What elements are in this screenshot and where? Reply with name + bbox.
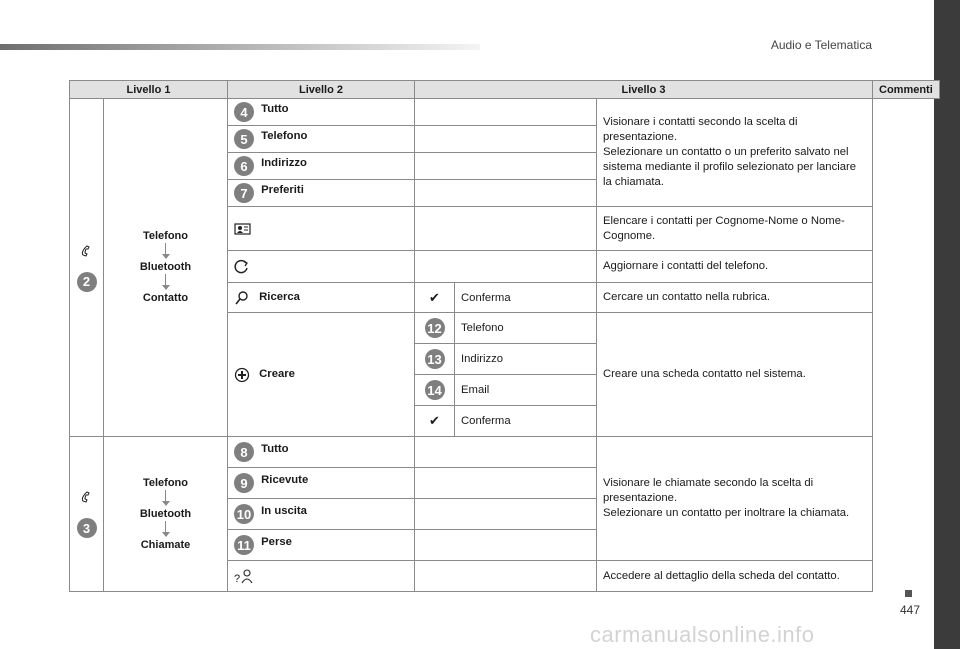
level2-cell bbox=[228, 499, 415, 530]
table-header-row bbox=[70, 81, 940, 99]
callout-badge: 5 bbox=[234, 129, 254, 149]
arrow-down-icon bbox=[165, 243, 166, 257]
header-commenti: Commenti bbox=[873, 81, 940, 99]
level3-cell bbox=[455, 375, 597, 406]
watermark: carmanualsonline.info bbox=[590, 622, 815, 647]
level2-label: Tutto bbox=[261, 102, 289, 115]
comment-cell bbox=[597, 283, 873, 313]
level2-cell bbox=[228, 180, 415, 207]
level2-label: In uscita bbox=[261, 504, 307, 517]
level1-cell-contacts bbox=[70, 99, 104, 437]
level3-cell bbox=[415, 180, 597, 207]
level2-cell bbox=[228, 126, 415, 153]
comment-text: Aggiornare i contatti del telefono. bbox=[603, 260, 769, 272]
callout-badge: 11 bbox=[234, 535, 254, 555]
add-circle-icon bbox=[234, 367, 250, 383]
callout-badge: 3 bbox=[77, 518, 97, 538]
level3-cell bbox=[415, 126, 597, 153]
level3-cell bbox=[415, 207, 597, 251]
search-icon bbox=[234, 290, 250, 306]
flow-step: Chiamate bbox=[140, 538, 191, 551]
level3-badge-cell bbox=[415, 344, 455, 375]
callout-badge: 6 bbox=[234, 156, 254, 176]
flow-step: Bluetooth bbox=[139, 507, 192, 520]
level2-label: Ricevute bbox=[261, 473, 309, 486]
level2-cell bbox=[228, 437, 415, 468]
level3-label: Conferma bbox=[461, 291, 511, 304]
level2-cell bbox=[228, 99, 415, 126]
contact-card-icon bbox=[234, 222, 252, 236]
level2-label: Indirizzo bbox=[261, 156, 307, 169]
level3-cell bbox=[415, 99, 597, 126]
level3-cell bbox=[455, 313, 597, 344]
menu-table bbox=[69, 80, 940, 99]
level2-label: Perse bbox=[261, 535, 292, 548]
header-livello3: Livello 3 bbox=[415, 81, 873, 99]
callout-badge: 12 bbox=[425, 318, 445, 338]
header-rule bbox=[0, 44, 480, 50]
section-title: Audio e Telematica bbox=[770, 38, 872, 52]
level2-label: Ricerca bbox=[259, 291, 300, 304]
checkmark-icon: ✔ bbox=[429, 413, 440, 428]
callout-badge: 9 bbox=[234, 473, 254, 493]
level3-label: Email bbox=[461, 384, 490, 396]
comment-text: Visionare i contatti secondo la scelta di presentazione. Selezionare un contatto o un preferito salvato nel sistema mediante il profilo selezionato per lanciare la chiamata. bbox=[603, 116, 857, 188]
level3-cell bbox=[415, 153, 597, 180]
level2-cell bbox=[228, 153, 415, 180]
refresh-icon bbox=[234, 259, 250, 275]
callout-badge: 10 bbox=[234, 504, 254, 524]
level3-cell bbox=[415, 468, 597, 499]
level3-cell bbox=[455, 406, 597, 437]
level2-label: Preferiti bbox=[261, 183, 304, 196]
arrow-down-icon bbox=[165, 521, 166, 535]
checkmark-icon: ✔ bbox=[429, 289, 440, 305]
level3-icon-cell bbox=[415, 406, 455, 437]
comment-cell bbox=[597, 561, 873, 592]
table-row bbox=[70, 99, 873, 126]
level3-label: Conferma bbox=[461, 415, 511, 427]
flow-step: Telefono bbox=[142, 476, 188, 489]
callout-badge: 13 bbox=[425, 349, 445, 369]
level3-cell bbox=[455, 344, 597, 375]
comment-text: Accedere al dettaglio della scheda del contatto. bbox=[603, 569, 840, 582]
contact-detail-icon bbox=[234, 568, 254, 584]
contacts-calls-table bbox=[69, 98, 873, 592]
arrow-down-icon bbox=[165, 274, 166, 288]
level3-icon-cell bbox=[415, 283, 455, 313]
level1-flow-contacts bbox=[104, 99, 228, 437]
level2-cell bbox=[228, 313, 415, 437]
table-row bbox=[70, 437, 873, 468]
level3-label: Telefono bbox=[461, 322, 504, 334]
phone-handset-icon bbox=[80, 490, 94, 504]
level3-cell bbox=[415, 561, 597, 592]
flow-step: Telefono bbox=[142, 230, 188, 242]
level2-cell bbox=[228, 561, 415, 592]
comment-cell bbox=[597, 99, 873, 207]
level3-badge-cell bbox=[415, 375, 455, 406]
callout-badge: 7 bbox=[234, 183, 254, 203]
level3-cell bbox=[455, 283, 597, 313]
comment-text: Visionare le chiamate secondo la scelta di presentazione. Selezionare un contatto per inoltrare la chiamata. bbox=[603, 477, 850, 519]
level3-badge-cell bbox=[415, 313, 455, 344]
level3-label: Indirizzo bbox=[461, 353, 504, 365]
level2-cell bbox=[228, 530, 415, 561]
level2-label: Creare bbox=[259, 368, 295, 381]
arrow-down-icon bbox=[165, 490, 166, 504]
level2-cell bbox=[228, 251, 415, 283]
phone-handset-icon bbox=[80, 244, 94, 258]
comment-cell bbox=[597, 251, 873, 283]
callout-badge: 4 bbox=[234, 102, 254, 122]
callout-badge: 2 bbox=[77, 272, 97, 292]
level2-cell bbox=[228, 468, 415, 499]
comment-cell bbox=[597, 313, 873, 437]
comment-cell bbox=[597, 437, 873, 561]
page-number: 447 bbox=[900, 603, 921, 617]
level3-cell bbox=[415, 437, 597, 468]
header-livello1: Livello 1 bbox=[70, 81, 228, 99]
flow-step: Contatto bbox=[142, 292, 189, 304]
level3-cell bbox=[415, 530, 597, 561]
comment-text: Cercare un contatto nella rubrica. bbox=[603, 291, 771, 303]
page-marker bbox=[905, 590, 912, 597]
level2-label: Tutto bbox=[261, 442, 289, 455]
comment-text: Creare una scheda contatto nel sistema. bbox=[603, 368, 806, 380]
comment-text: Elencare i contatti per Cognome-Nome o Nome-Cognome. bbox=[603, 214, 845, 242]
level2-cell bbox=[228, 207, 415, 251]
callout-badge: 8 bbox=[234, 442, 254, 462]
level3-cell bbox=[415, 251, 597, 283]
header-livello2: Livello 2 bbox=[228, 81, 415, 99]
level2-cell bbox=[228, 283, 415, 313]
flow-step: Bluetooth bbox=[139, 261, 192, 273]
callout-badge: 14 bbox=[425, 380, 445, 400]
comment-cell bbox=[597, 207, 873, 251]
level2-label: Telefono bbox=[261, 129, 308, 142]
level3-cell bbox=[415, 499, 597, 530]
svg-text:?: ? bbox=[234, 573, 241, 584]
level1-flow-calls bbox=[104, 437, 228, 592]
level1-cell-calls bbox=[70, 437, 104, 592]
